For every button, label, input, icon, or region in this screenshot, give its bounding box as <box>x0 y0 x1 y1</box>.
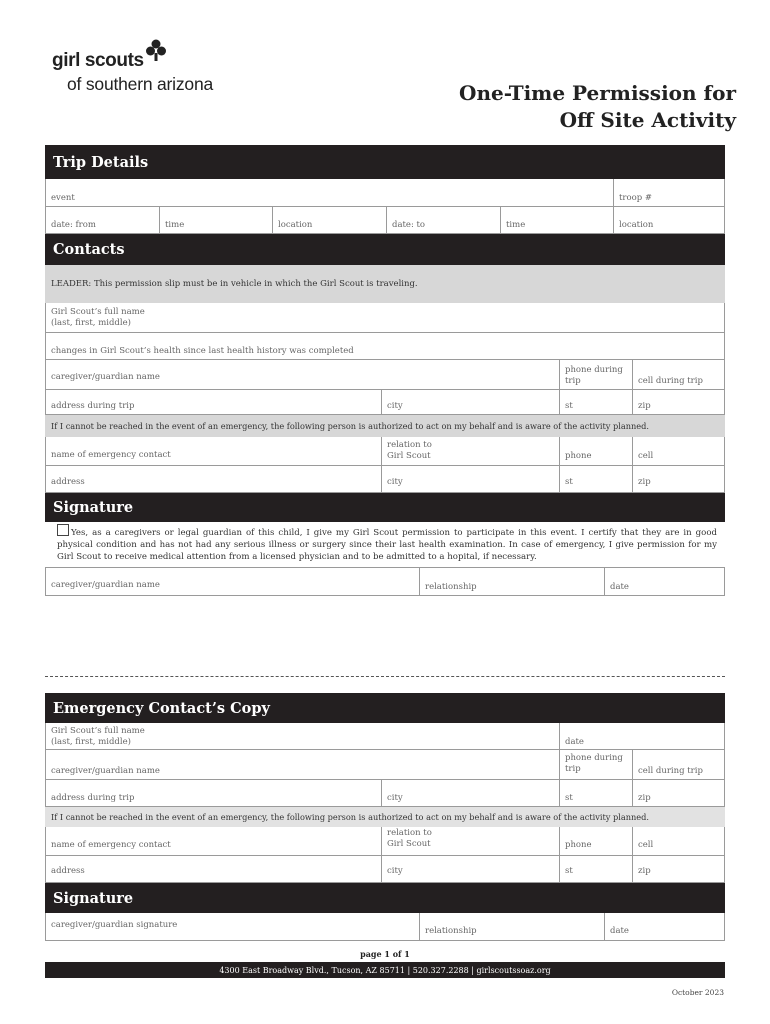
city-field-2[interactable]: city <box>381 466 559 492</box>
copy-address-field[interactable]: address <box>51 866 85 876</box>
consent-text: Yes, as a caregivers or legal guardian of this child, I give my Girl Scout permission to participate in this event. I certify that they are in good physical condition and has not had any serious illness or surgery since their last health examination. In case of emergency, I give permission for my Girl Scout to receive medical attention from a licensed physician and to be admitted to a hopital, if necessary. <box>57 528 717 562</box>
time-to-field[interactable]: time <box>500 207 613 233</box>
trefoil-icon <box>144 38 168 62</box>
emergency-note: If I cannot be reached in the event of an emergency, the following person is authorized to act on my behalf and is aware of the activity planned. <box>45 415 725 437</box>
copy-signature-date-field[interactable]: date <box>604 913 724 940</box>
consent-block <box>45 522 725 568</box>
trip-details-header: Trip Details <box>45 145 725 179</box>
copy-guardian-name-field[interactable]: caregiver/guardian name <box>51 766 160 776</box>
scout-full-name-label: Girl Scout’s full name <box>51 307 145 317</box>
contacts-header: Contacts <box>45 234 725 265</box>
emergency-contact-field[interactable]: name of emergency contact <box>51 450 171 460</box>
zip-field-2[interactable]: zip <box>632 466 724 492</box>
page-number: page 1 of 1 <box>360 949 410 959</box>
signature-header: Signature <box>45 493 725 522</box>
copy-city-field[interactable]: city <box>381 780 559 806</box>
contacts-row-address-trip <box>45 390 725 415</box>
copy-cell-during-trip-field[interactable]: cell during trip <box>632 750 724 779</box>
copy-scout-name-field[interactable] <box>46 723 559 749</box>
contacts-row-health <box>45 333 725 360</box>
cell-field[interactable]: cell <box>632 437 724 465</box>
location-to-field[interactable]: location <box>613 207 724 233</box>
contacts-row-address <box>45 466 725 493</box>
date-from-field[interactable]: date: from <box>51 220 96 230</box>
copy-scout-name-label: Girl Scout’s full name <box>51 726 145 736</box>
copy-scout-name-hint: (last, first, middle) <box>51 737 131 747</box>
copy-zip-field[interactable]: zip <box>632 780 724 806</box>
copy-row-emergency <box>45 827 725 856</box>
copy-emergency-note: If I cannot be reached in the event of an emergency, the following person is authorized to act on my behalf and is aware of the activity planned. <box>45 807 725 827</box>
copy-city-field-2[interactable]: city <box>381 856 559 882</box>
address-field[interactable]: address <box>51 477 85 487</box>
relationship-field[interactable]: relationship <box>419 568 604 595</box>
copy-state-field-2[interactable]: st <box>559 856 632 882</box>
copy-row-address <box>45 856 725 883</box>
copy-address-during-trip-field[interactable]: address during trip <box>51 793 135 803</box>
guardian-signature-name-field[interactable]: caregiver/guardian name <box>51 580 160 590</box>
relation-field[interactable]: relation to Girl Scout <box>381 437 559 465</box>
scout-full-name-field[interactable] <box>46 303 724 332</box>
copy-relationship-field[interactable]: relationship <box>419 913 604 940</box>
date-to-field[interactable]: date: to <box>386 207 500 233</box>
scout-full-name-hint: (last, first, middle) <box>51 318 131 328</box>
consent-checkbox[interactable] <box>57 524 69 536</box>
gssa-logo <box>50 38 250 100</box>
cell-during-trip-field[interactable]: cell during trip <box>632 360 724 389</box>
signature-date-field[interactable]: date <box>604 568 724 595</box>
logo-line-1: girl scouts <box>52 50 144 71</box>
footer-contact-bar: 4300 East Broadway Blvd., Tucson, AZ 85711 | 520.327.2288 | girlscoutssoaz.org <box>45 962 725 978</box>
copy-guardian-signature-field[interactable]: caregiver/guardian signature <box>51 920 178 930</box>
copy-date-field[interactable]: date <box>559 723 724 749</box>
state-field[interactable]: st <box>559 390 632 414</box>
trip-row-dates <box>45 207 725 234</box>
location-from-field[interactable]: location <box>272 207 386 233</box>
leader-note: LEADER: This permission slip must be in vehicle in which the Girl Scout is traveling. <box>45 265 725 303</box>
copy-row-guardian <box>45 750 725 780</box>
copy-signature-header: Signature <box>45 883 725 913</box>
copy-row-address-trip <box>45 780 725 807</box>
contacts-row-guardian <box>45 360 725 390</box>
health-changes-field[interactable]: changes in Girl Scout’s health since last health history was completed <box>51 346 354 356</box>
trip-row-event <box>45 179 725 207</box>
guardian-name-field[interactable]: caregiver/guardian name <box>51 372 160 382</box>
copy-phone-during-trip-field[interactable]: phone during trip <box>559 750 632 779</box>
revision-date: October 2023 <box>671 988 724 997</box>
copy-emergency-contact-field[interactable]: name of emergency contact <box>51 840 171 850</box>
city-field[interactable]: city <box>381 390 559 414</box>
contacts-row-name <box>45 303 725 333</box>
logo-line-2: of southern arizona <box>67 74 214 94</box>
contacts-row-emergency <box>45 437 725 466</box>
phone-field[interactable]: phone <box>559 437 632 465</box>
signature-row <box>45 568 725 596</box>
copy-zip-field-2[interactable]: zip <box>632 856 724 882</box>
troop-field[interactable]: troop # <box>613 179 724 206</box>
copy-phone-field[interactable]: phone <box>559 827 632 855</box>
state-field-2[interactable]: st <box>559 466 632 492</box>
cut-line <box>45 676 725 677</box>
title-line-2: Off Site Activity <box>559 108 736 132</box>
phone-during-trip-field[interactable]: phone during trip <box>559 360 632 389</box>
copy-signature-row <box>45 913 725 941</box>
copy-relation-field[interactable]: relation to Girl Scout <box>381 827 559 855</box>
copy-row-name <box>45 723 725 750</box>
event-field[interactable]: event <box>51 193 75 203</box>
title-line-1: One-Time Permission for <box>459 81 736 105</box>
address-during-trip-field[interactable]: address during trip <box>51 401 135 411</box>
copy-header: Emergency Contact’s Copy <box>45 693 725 723</box>
time-from-field[interactable]: time <box>159 207 272 233</box>
page-title <box>459 80 736 134</box>
copy-cell-field[interactable]: cell <box>632 827 724 855</box>
zip-field[interactable]: zip <box>632 390 724 414</box>
copy-state-field[interactable]: st <box>559 780 632 806</box>
